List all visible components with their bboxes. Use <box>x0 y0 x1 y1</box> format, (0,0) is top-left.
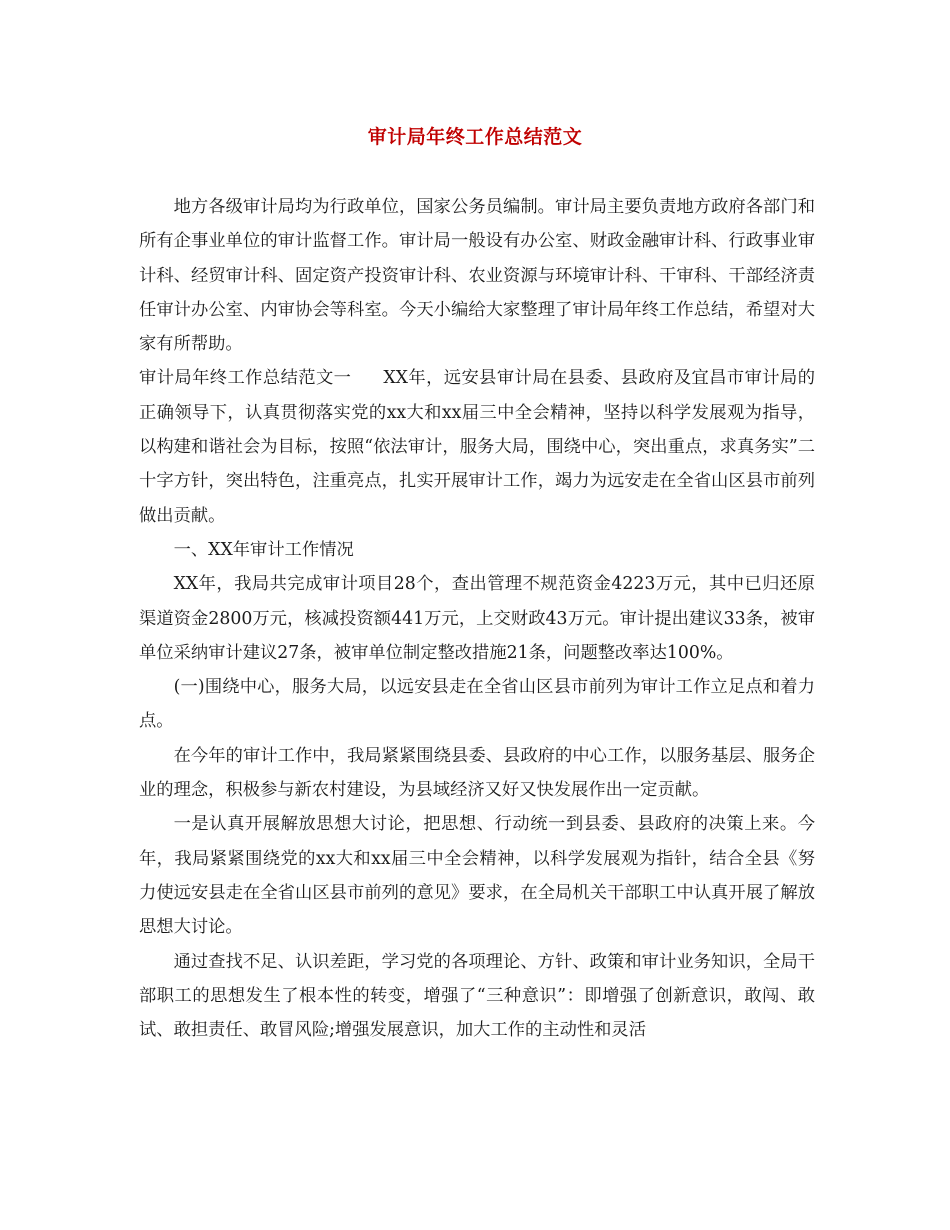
sample-heading: 审计局年终工作总结范文一 <box>139 368 352 389</box>
paragraph-central-work: 在今年的审计工作中，我局紧紧围绕县委、县政府的中心工作，以服务基层、服务企业的理念，积极参与新农村建设，为县域经济又好又快发展作出一定贡献。 <box>139 745 815 801</box>
paragraph-sample-one <box>139 361 815 532</box>
paragraph-discussion: 一是认真开展解放思想大讨论，把思想、行动统一到县委、县政府的决策上来。今年，我局紧紧围绕党的xx大和xx届三中全会精神，以科学发展观为指针，结合全县《努力使远安县走在全省山区县市前列的意见》要求，在全局机关干部职工中认真开展了解放思想大讨论。 <box>139 814 815 938</box>
document-title: 审计局年终工作总结范文 <box>367 126 583 148</box>
paragraph-statistics: XX年，我局共完成审计项目28个，查出管理不规范资金4223万元，其中已归还原渠道资金2800万元，核减投资额441万元，上交财政43万元。审计提出建议33条，被审单位采纳审计建议27条，被审单位制定整改措施21条，问题整改率达100%。 <box>139 574 815 663</box>
section-heading-1: 一、XX年审计工作情况 <box>173 539 354 560</box>
paragraph-awareness: 通过查找不足、认识差距，学习党的各项理论、方针、政策和审计业务知识，全局干部职工的思想发生了根本性的转变，增强了“三种意识”：即增强了创新意识，敢闯、敢试、敢担责任、敢冒风险;增强发展意识，加大工作的主动性和灵活 <box>139 951 815 1041</box>
document-body <box>139 190 815 1047</box>
subsection-heading-1: (一)围绕中心，服务大局，以远安县走在全省山区县市前列为审计工作立足点和着力点。 <box>139 677 815 732</box>
paragraph-intro: 地方各级审计局均为行政单位，国家公务员编制。审计局主要负责地方政府各部门和所有企事业单位的审计监督工作。审计局一般设有办公室、财政金融审计科、行政事业审计科、经贸审计科、固定资产投资审计科、农业资源与环境审计科、干审科、干部经济责任审计办公室、内审协会等科室。今天小编给大家整理了审计局年终工作总结，希望对大家有所帮助。 <box>139 197 815 355</box>
sample-one-text: XX年，远安县审计局在县委、县政府及宜昌市审计局的正确领导下，认真贯彻落实党的xx大和xx届三中全会精神，坚持以科学发展观为指导，以构建和谐社会为目标，按照“依法审计，服务大局，围绕中心，突出重点，求真务实”二十字方针，突出特色，注重亮点，扎实开展审计工作，竭力为远安走在全省山区县市前列做出贡献。 <box>139 368 815 526</box>
